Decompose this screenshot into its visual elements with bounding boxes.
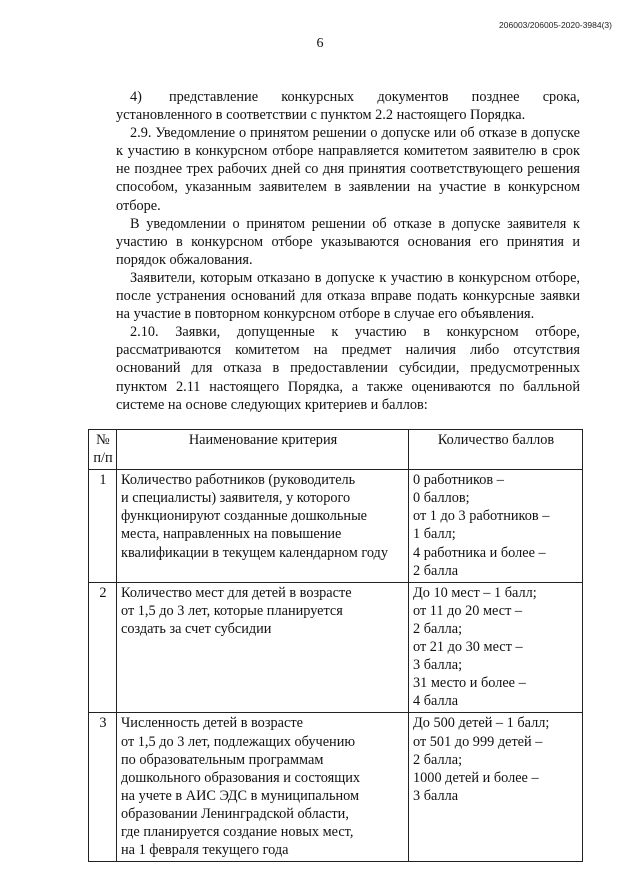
row-number: 1 [89, 470, 117, 583]
criterion-line: и специалисты) заявителя, у которого [121, 490, 351, 507]
criterion-line: дошкольного образования и состоящих [121, 769, 361, 786]
paragraph-2-10: 2.10. Заявки, допущенные к участию в конкурсном отборе, рассматриваются комитетом на предмет наличия либо отсутствия оснований для отказа в предоставлении субсидии, предусмотренных пунктом 2.11 настоящего Порядка, а также оцениваются по балльной системе на основе следующих критериев и баллов: [116, 324, 580, 413]
points-line: 3 балла [413, 787, 459, 804]
points-line: 2 балла; [413, 620, 463, 637]
criterion-line: Численность детей в возрасте [121, 715, 303, 732]
points-line: 1 балл; [413, 526, 456, 543]
table-header-row [89, 430, 583, 470]
table-row [89, 582, 583, 713]
points-line: от 11 до 20 мест – [413, 602, 523, 619]
criterion-cell [117, 713, 409, 862]
points-line: 3 балла; [413, 657, 463, 674]
criterion-line: на 1 февраля текущего года [121, 842, 289, 859]
criterion-line: места, направленных на повышение [121, 526, 342, 543]
criterion-line: от 1,5 до 3 лет, подлежащих обучению [121, 733, 356, 750]
points-line: от 501 до 999 детей – [413, 733, 543, 750]
points-line: от 21 до 30 мест – [413, 639, 523, 656]
criterion-line: где планируется создание новых мест, [121, 823, 354, 840]
page-number: 6 [316, 36, 324, 51]
paragraph-2-9: 2.9. Уведомление о принятом решении о допуске или об отказе в допуске к участию в конкурсном отборе направляется комитетом заявителю в срок не позднее трех рабочих дней со дня принятия соответствующего решения способом, указанным заявителем в заявлении на участие в конкурсном отборе. [116, 125, 580, 214]
criterion-line: Количество работников (руководитель [121, 472, 356, 489]
header-number: № п/п [89, 430, 117, 470]
criterion-line: квалификации в текущем календарном году [121, 544, 388, 561]
criterion-line: от 1,5 до 3 лет, которые планируется [121, 602, 343, 619]
criteria-table [88, 429, 583, 862]
document-number: 206003/206005-2020-3984(3) [499, 20, 612, 30]
criterion-line: функционируют созданные дошкольные [121, 508, 368, 525]
header-points: Количество баллов [409, 430, 583, 470]
criterion-cell [117, 582, 409, 713]
points-line: 2 балла [413, 562, 459, 579]
criterion-line: образовании Ленинградской области, [121, 805, 349, 822]
points-line: 4 работника и более – [413, 544, 546, 561]
points-line: от 1 до 3 работников – [413, 508, 550, 525]
criterion-line: по образовательным программам [121, 751, 324, 768]
points-line: 2 балла; [413, 751, 463, 768]
points-line: 1000 детей и более – [413, 769, 539, 786]
row-number: 3 [89, 713, 117, 862]
table-row [89, 713, 583, 862]
points-line: 31 место и более – [413, 675, 526, 692]
points-cell [409, 582, 583, 713]
points-line: До 500 детей – 1 балл; [413, 715, 550, 732]
points-line: 0 работников – [413, 472, 504, 489]
document-body [116, 88, 580, 414]
points-line: 4 балла [413, 693, 459, 710]
paragraph-refusal-notice: В уведомлении о принятом решении об отказе в допуске заявителя к участию в конкурсном отборе указываются основания его принятия и порядок обжалования. [116, 215, 580, 268]
criterion-line: создать за счет субсидии [121, 620, 272, 637]
header-criterion: Наименование критерия [117, 430, 409, 470]
points-line: 0 баллов; [413, 490, 470, 507]
paragraph-item-4: 4) представление конкурсных документов позднее срока, установленного в соответствии с пунктом 2.2 настоящего Порядка. [116, 89, 580, 124]
table-row [89, 470, 583, 583]
points-cell [409, 470, 583, 583]
row-number: 2 [89, 582, 117, 713]
paragraph-resubmission: Заявители, которым отказано в допуске к участию в конкурсном отборе, после устранения оснований для отказа вправе подать конкурсные заявки на участие в повторном конкурсном отборе в случае его объявления. [116, 269, 580, 323]
points-cell [409, 713, 583, 862]
points-line: До 10 мест – 1 балл; [413, 584, 537, 601]
criterion-line: Количество мест для детей в возрасте [121, 584, 352, 601]
criterion-cell [117, 470, 409, 583]
criterion-line: на учете в АИС ЭДС в муниципальном [121, 787, 360, 804]
